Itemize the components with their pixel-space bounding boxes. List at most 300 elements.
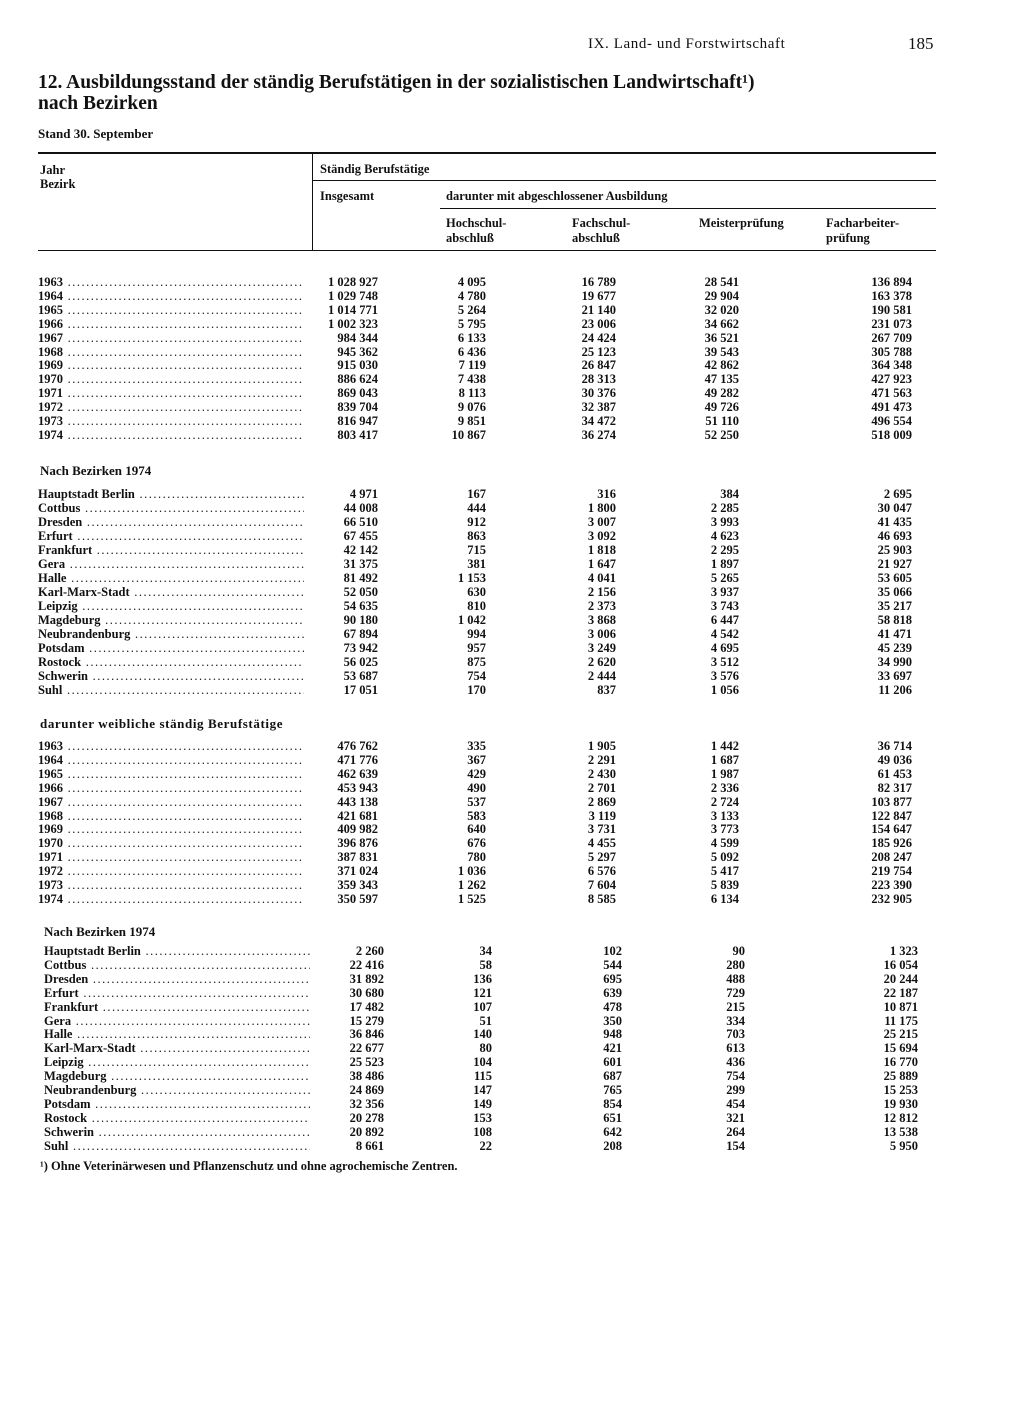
insgesamt-cell: 886 624: [337, 372, 378, 387]
section-heading-weibliche: darunter weibliche ständig Berufstätige: [40, 716, 284, 731]
row-label: Erfurt .....: [38, 529, 304, 543]
row-label: 1968 .....: [38, 809, 304, 823]
fachschul-cell: 34 472: [581, 414, 616, 428]
hochschul-cell: 167: [467, 487, 486, 501]
meister-cell: 2 295: [710, 543, 739, 557]
insgesamt-cell: 67 455: [343, 529, 378, 543]
table-row: [44, 1111, 944, 1125]
table-row: [44, 1027, 944, 1041]
insgesamt-cell: 56 025: [343, 655, 378, 669]
facharbeiter-cell: 427 923: [871, 372, 912, 387]
hochschul-cell: 5 795: [457, 316, 486, 331]
table-row: [38, 414, 938, 428]
table-row: [38, 400, 938, 414]
insgesamt-cell: 421 681: [337, 808, 378, 823]
insgesamt-cell: 4 971: [349, 487, 378, 501]
row-label: Frankfurt .....: [44, 1000, 310, 1014]
row-label: Hauptstadt Berlin .....: [38, 487, 304, 501]
row-label: Karl-Marx-Stadt .....: [38, 585, 304, 599]
table-row: [44, 958, 944, 972]
fachschul-cell: 16 789: [581, 275, 616, 289]
hochschul-cell: 429: [467, 766, 486, 781]
table-row: [38, 487, 938, 501]
table-row: [44, 1097, 944, 1111]
row-label: Karl-Marx-Stadt .....: [44, 1041, 310, 1055]
footnote: ¹) Ohne Veterinärwesen und Pflanzenschutz und ohne agrochemische Zentren.: [40, 1159, 458, 1173]
insgesamt-cell: 66 510: [343, 515, 378, 529]
facharbeiter-cell: 58 818: [877, 613, 912, 627]
table-row: [38, 571, 938, 585]
meister-cell: 613: [726, 1041, 745, 1056]
header-hochschul-line1: Hochschul-: [446, 216, 507, 230]
header-hochschul-line2: abschluß: [446, 231, 494, 245]
header-insgesamt: Insgesamt: [320, 189, 375, 203]
hochschul-cell: 170: [467, 683, 486, 697]
hochschul-cell: 630: [467, 585, 486, 599]
meister-cell: 4 599: [710, 836, 739, 851]
facharbeiter-cell: 122 847: [871, 808, 912, 823]
insgesamt-cell: 462 639: [337, 766, 378, 781]
row-label: 1970 .....: [38, 836, 304, 850]
meister-cell: 2 724: [710, 794, 739, 809]
facharbeiter-cell: 45 239: [877, 641, 912, 655]
meister-cell: 2 285: [710, 501, 739, 515]
insgesamt-cell: 471 776: [337, 752, 378, 767]
insgesamt-cell: 816 947: [337, 414, 378, 428]
fachschul-cell: 478: [603, 999, 622, 1014]
row-label: Hauptstadt Berlin .....: [44, 944, 310, 958]
row-label: Halle .....: [44, 1027, 310, 1041]
meister-cell: 29 904: [704, 288, 739, 303]
meister-cell: 488: [726, 971, 745, 986]
insgesamt-cell: 803 417: [337, 427, 378, 442]
fachschul-cell: 639: [603, 985, 622, 1000]
insgesamt-cell: 36 846: [349, 1027, 384, 1042]
facharbeiter-cell: 20 244: [883, 971, 918, 986]
facharbeiter-cell: 518 009: [871, 427, 912, 442]
hochschul-cell: 875: [467, 655, 486, 669]
table-row: [38, 501, 938, 515]
meister-cell: 5 092: [710, 850, 739, 865]
facharbeiter-cell: 16 054: [883, 957, 918, 972]
meister-cell: 3 576: [710, 669, 739, 683]
meister-cell: 1 687: [710, 752, 739, 767]
hochschul-cell: 104: [473, 1055, 492, 1070]
row-label: Cottbus .....: [38, 501, 304, 515]
facharbeiter-cell: 12 812: [883, 1110, 918, 1125]
facharbeiter-cell: 232 905: [871, 891, 912, 906]
meister-cell: 28 541: [704, 275, 739, 289]
fachschul-cell: 687: [603, 1069, 622, 1084]
meister-cell: 703: [726, 1027, 745, 1042]
row-label: Neubrandenburg .....: [38, 627, 304, 641]
hochschul-cell: 22: [479, 1138, 492, 1153]
meister-cell: 6 447: [710, 613, 739, 627]
fachschul-cell: 1 647: [587, 557, 616, 571]
table-row: [38, 809, 938, 823]
table-row: [38, 543, 938, 557]
table-subtitle: Stand 30. September: [38, 126, 154, 141]
insgesamt-cell: 2 260: [355, 944, 384, 958]
header-darunter: darunter mit abgeschlossener Ausbildung: [446, 189, 668, 203]
row-label: 1968 .....: [38, 345, 304, 359]
header-fachschul: [572, 216, 630, 246]
insgesamt-cell: 31 892: [349, 971, 384, 986]
insgesamt-cell: 32 356: [349, 1096, 384, 1111]
row-label: Neubrandenburg .....: [44, 1083, 310, 1097]
row-label: Magdeburg .....: [38, 613, 304, 627]
insgesamt-cell: 67 894: [343, 627, 378, 641]
insgesamt-cell: 90 180: [343, 613, 378, 627]
meister-cell: 90: [732, 944, 745, 958]
row-label: 1973 .....: [38, 878, 304, 892]
facharbeiter-cell: 13 538: [883, 1124, 918, 1139]
fachschul-cell: 2 701: [587, 780, 616, 795]
fachschul-cell: 3 868: [587, 613, 616, 627]
row-label: Halle .....: [38, 571, 304, 585]
insgesamt-cell: 42 142: [343, 543, 378, 557]
facharbeiter-cell: 185 926: [871, 836, 912, 851]
meister-cell: 52 250: [704, 427, 739, 442]
section-heading-bezirke-total: Nach Bezirken 1974: [40, 463, 152, 478]
facharbeiter-cell: 11 206: [878, 683, 912, 697]
row-label: Frankfurt .....: [38, 543, 304, 557]
meister-cell: 454: [726, 1096, 745, 1111]
insgesamt-cell: 915 030: [337, 358, 378, 373]
fachschul-cell: 19 677: [581, 288, 616, 303]
fachschul-cell: 350: [603, 1013, 622, 1028]
insgesamt-cell: 1 014 771: [328, 302, 378, 317]
facharbeiter-cell: 49 036: [877, 752, 912, 767]
table-row: [38, 892, 938, 906]
insgesamt-cell: 30 680: [349, 985, 384, 1000]
fachschul-cell: 544: [603, 957, 622, 972]
table-row: [44, 1041, 944, 1055]
table-title: [38, 72, 938, 114]
facharbeiter-cell: 267 709: [871, 330, 912, 345]
meister-cell: 2 336: [710, 780, 739, 795]
facharbeiter-cell: 35 066: [877, 585, 912, 599]
fachschul-cell: 837: [597, 683, 616, 697]
hochschul-cell: 58: [479, 957, 492, 972]
facharbeiter-cell: 163 378: [871, 288, 912, 303]
table-row: [38, 850, 938, 864]
hochschul-cell: 640: [467, 822, 486, 837]
row-label: 1967 .....: [38, 795, 304, 809]
insgesamt-cell: 945 362: [337, 344, 378, 359]
table-row: [38, 386, 938, 400]
meister-cell: 215: [726, 999, 745, 1014]
meister-cell: 1 056: [710, 683, 739, 697]
fachschul-cell: 36 274: [581, 427, 616, 442]
row-label: Gera .....: [38, 557, 304, 571]
meister-cell: 42 862: [704, 358, 739, 373]
table-row: [38, 822, 938, 836]
fachschul-cell: 3 006: [587, 627, 616, 641]
insgesamt-cell: 869 043: [337, 386, 378, 401]
insgesamt-cell: 54 635: [343, 599, 378, 613]
meister-cell: 3 743: [710, 599, 739, 613]
table-row: [38, 372, 938, 386]
table-row: [38, 683, 938, 697]
insgesamt-cell: 38 486: [349, 1069, 384, 1084]
fachschul-cell: 4 041: [587, 571, 616, 585]
row-label: 1963 .....: [38, 739, 304, 753]
fachschul-cell: 32 387: [581, 400, 616, 415]
hochschul-cell: 1 262: [457, 878, 486, 892]
row-label: 1969 .....: [38, 822, 304, 836]
hochschul-cell: 994: [467, 627, 486, 641]
row-label: Suhl .....: [44, 1139, 310, 1153]
header-rule-1: [312, 180, 936, 181]
meister-cell: 49 282: [704, 386, 739, 401]
insgesamt-cell: 371 024: [337, 864, 378, 879]
header-bezirk: Bezirk: [40, 177, 76, 191]
hochschul-cell: 335: [467, 739, 486, 753]
table-row: [44, 972, 944, 986]
hochschul-cell: 6 436: [457, 344, 486, 359]
meister-cell: 32 020: [704, 302, 739, 317]
table-row: [38, 599, 938, 613]
facharbeiter-cell: 53 605: [877, 571, 912, 585]
row-label: Schwerin .....: [44, 1125, 310, 1139]
table-row: [38, 669, 938, 683]
hochschul-cell: 1 153: [457, 571, 486, 585]
meister-cell: 3 512: [710, 655, 739, 669]
top-rule: [38, 152, 936, 154]
table-row: [38, 585, 938, 599]
facharbeiter-cell: 21 927: [877, 557, 912, 571]
row-label: 1972 .....: [38, 864, 304, 878]
insgesamt-cell: 17 051: [343, 683, 378, 697]
meister-cell: 334: [726, 1013, 745, 1028]
row-label: Potsdam .....: [38, 641, 304, 655]
insgesamt-cell: 17 482: [349, 999, 384, 1014]
hochschul-cell: 7 119: [458, 358, 486, 373]
insgesamt-cell: 44 008: [343, 501, 378, 515]
insgesamt-cell: 409 982: [337, 822, 378, 837]
facharbeiter-cell: 1 323: [889, 944, 918, 958]
fachschul-cell: 854: [603, 1096, 622, 1111]
fachschul-cell: 23 006: [581, 316, 616, 331]
table-row: [38, 428, 938, 442]
fachschul-cell: 642: [603, 1124, 622, 1139]
fachschul-cell: 2 156: [587, 585, 616, 599]
insgesamt-cell: 20 278: [349, 1110, 384, 1125]
table-row: [44, 1125, 944, 1139]
fachschul-cell: 102: [603, 944, 622, 958]
hochschul-cell: 34: [479, 944, 492, 958]
meister-cell: 51 110: [705, 414, 739, 428]
meister-cell: 1 897: [710, 557, 739, 571]
row-label: Potsdam .....: [44, 1097, 310, 1111]
meister-cell: 384: [720, 487, 739, 501]
insgesamt-cell: 387 831: [337, 850, 378, 865]
row-label: Dresden .....: [38, 515, 304, 529]
facharbeiter-cell: 33 697: [877, 669, 912, 683]
fachschul-cell: 601: [603, 1055, 622, 1070]
row-label: Erfurt .....: [44, 986, 310, 1000]
row-label: 1972 .....: [38, 400, 304, 414]
facharbeiter-cell: 61 453: [877, 766, 912, 781]
fachschul-cell: 765: [603, 1083, 622, 1097]
table-row: [38, 331, 938, 345]
insgesamt-cell: 52 050: [343, 585, 378, 599]
header-facharbeiter-line2: prüfung: [826, 231, 870, 245]
row-label: Rostock .....: [44, 1111, 310, 1125]
facharbeiter-cell: 15 253: [883, 1083, 918, 1097]
row-label: 1973 .....: [38, 414, 304, 428]
table-row: [38, 753, 938, 767]
facharbeiter-cell: 34 990: [877, 655, 912, 669]
insgesamt-cell: 81 492: [343, 571, 378, 585]
header-fachschul-line2: abschluß: [572, 231, 620, 245]
hochschul-cell: 80: [479, 1041, 492, 1056]
fachschul-cell: 6 576: [587, 864, 616, 879]
header-fachschul-line1: Fachschul-: [572, 216, 631, 230]
table-row: [38, 317, 938, 331]
hochschul-cell: 115: [473, 1069, 492, 1084]
fachschul-cell: 2 291: [587, 752, 616, 767]
meister-cell: 1 442: [710, 739, 739, 753]
fachschul-cell: 3 092: [587, 529, 616, 543]
table-row: [38, 529, 938, 543]
facharbeiter-cell: 154 647: [871, 822, 912, 837]
hochschul-cell: 381: [467, 557, 486, 571]
meister-cell: 36 521: [704, 330, 739, 345]
fachschul-cell: 2 430: [587, 766, 616, 781]
header-divider: [312, 154, 313, 250]
row-label: Suhl .....: [38, 683, 304, 697]
hochschul-cell: 810: [467, 599, 486, 613]
fachschul-cell: 1 818: [587, 543, 616, 557]
hochschul-cell: 140: [473, 1027, 492, 1042]
table-row: [38, 345, 938, 359]
hochschul-cell: 149: [473, 1096, 492, 1111]
header-bottom-rule: [38, 250, 936, 251]
fachschul-cell: 8 585: [587, 891, 616, 906]
meister-cell: 5 417: [710, 864, 739, 879]
insgesamt-cell: 20 892: [349, 1124, 384, 1139]
hochschul-cell: 51: [479, 1013, 492, 1028]
hochschul-cell: 490: [467, 780, 486, 795]
facharbeiter-cell: 2 695: [883, 487, 912, 501]
header-facharbeiter: [826, 216, 899, 246]
facharbeiter-cell: 46 693: [877, 529, 912, 543]
meister-cell: 4 623: [710, 529, 739, 543]
row-label: 1965 .....: [38, 303, 304, 317]
hochschul-cell: 7 438: [457, 372, 486, 387]
facharbeiter-cell: 364 348: [871, 358, 912, 373]
meister-cell: 280: [726, 957, 745, 972]
hochschul-cell: 5 264: [457, 302, 486, 317]
hochschul-cell: 6 133: [457, 330, 486, 345]
table-row: [38, 641, 938, 655]
meister-cell: 5 265: [710, 571, 739, 585]
meister-cell: 154: [726, 1138, 745, 1153]
row-label: Magdeburg .....: [44, 1069, 310, 1083]
table-row: [38, 836, 938, 850]
fachschul-cell: 316: [597, 487, 616, 501]
table-row: [38, 613, 938, 627]
facharbeiter-cell: 223 390: [871, 878, 912, 892]
meister-cell: 436: [726, 1055, 745, 1070]
facharbeiter-cell: 30 047: [877, 501, 912, 515]
header-facharbeiter-line1: Facharbeiter-: [826, 216, 900, 230]
insgesamt-cell: 396 876: [337, 836, 378, 851]
meister-cell: 754: [726, 1069, 745, 1084]
table-row: [38, 878, 938, 892]
row-label: 1974 .....: [38, 892, 304, 906]
insgesamt-cell: 31 375: [343, 557, 378, 571]
table-row: [38, 303, 938, 317]
fachschul-cell: 2 869: [587, 794, 616, 809]
header-jahr: Jahr: [40, 163, 65, 177]
facharbeiter-cell: 190 581: [871, 302, 912, 317]
insgesamt-cell: 22 416: [349, 957, 384, 972]
fachschul-cell: 26 847: [581, 358, 616, 373]
row-label: 1969 .....: [38, 358, 304, 372]
hochschul-cell: 676: [467, 836, 486, 851]
hochschul-cell: 444: [467, 501, 486, 515]
fachschul-cell: 25 123: [581, 344, 616, 359]
fachschul-cell: 4 455: [587, 836, 616, 851]
running-header: IX. Land- und Forstwirtschaft: [588, 36, 786, 52]
hochschul-cell: 367: [467, 752, 486, 767]
row-label: Dresden .....: [44, 972, 310, 986]
insgesamt-cell: 984 344: [337, 330, 378, 345]
row-label: Leipzig .....: [44, 1055, 310, 1069]
hochschul-cell: 108: [473, 1124, 492, 1139]
meister-cell: 3 993: [710, 515, 739, 529]
hochschul-cell: 107: [473, 999, 492, 1014]
row-label: 1965 .....: [38, 767, 304, 781]
meister-cell: 3 133: [710, 808, 739, 823]
hochschul-cell: 147: [473, 1083, 492, 1097]
fachschul-cell: 2 373: [587, 599, 616, 613]
facharbeiter-cell: 136 894: [871, 275, 912, 289]
section-heading-bezirke-weibliche: Nach Bezirken 1974: [44, 924, 156, 939]
meister-cell: 729: [726, 985, 745, 1000]
insgesamt-cell: 8 661: [355, 1138, 384, 1153]
facharbeiter-cell: 41 435: [877, 515, 912, 529]
meister-cell: 1 987: [710, 766, 739, 781]
meister-cell: 321: [726, 1110, 745, 1125]
facharbeiter-cell: 208 247: [871, 850, 912, 865]
fachschul-cell: 1 905: [587, 739, 616, 753]
facharbeiter-cell: 36 714: [877, 739, 912, 753]
insgesamt-cell: 1 028 927: [328, 275, 378, 289]
fachschul-cell: 2 620: [587, 655, 616, 669]
row-label: 1970 .....: [38, 372, 304, 386]
row-label: 1971 .....: [38, 850, 304, 864]
row-label: Cottbus .....: [44, 958, 310, 972]
hochschul-cell: 136: [473, 971, 492, 986]
hochschul-cell: 9 076: [457, 400, 486, 415]
hochschul-cell: 10 867: [451, 427, 486, 442]
meister-cell: 4 695: [710, 641, 739, 655]
title-line-1: 12. Ausbildungsstand der ständig Berufstätigen in der sozialistischen Landwirtschaft¹): [38, 72, 755, 93]
fachschul-cell: 1 800: [587, 501, 616, 515]
facharbeiter-cell: 16 770: [883, 1055, 918, 1070]
title-line-2: nach Bezirken: [38, 93, 158, 114]
meister-cell: 6 134: [710, 891, 739, 906]
fachschul-cell: 2 444: [587, 669, 616, 683]
table-row: [38, 864, 938, 878]
meister-cell: 264: [726, 1124, 745, 1139]
hochschul-cell: 121: [473, 985, 492, 1000]
meister-cell: 49 726: [704, 400, 739, 415]
